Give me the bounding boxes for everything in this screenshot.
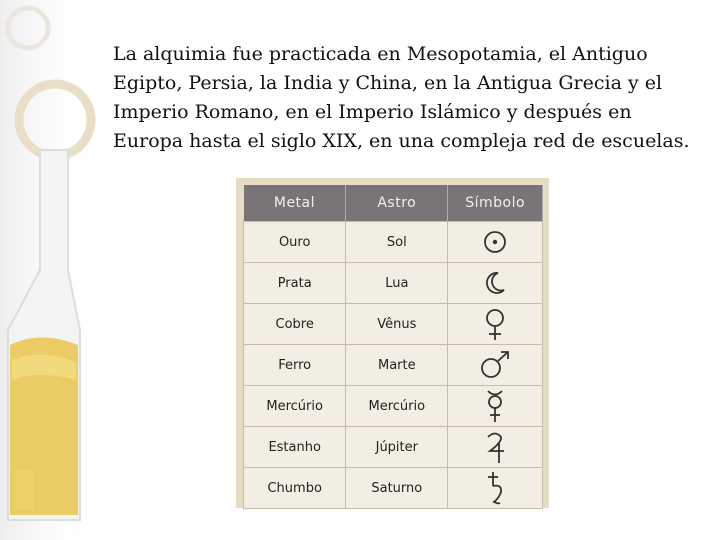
mercury-symbol-icon xyxy=(480,388,510,424)
mars-symbol-icon xyxy=(478,349,512,381)
sun-symbol-icon xyxy=(480,227,510,257)
alchemy-table-frame xyxy=(236,178,549,508)
table-row xyxy=(244,386,543,427)
venus-symbol-icon xyxy=(480,306,510,342)
table-row xyxy=(244,427,543,468)
table-row xyxy=(244,345,543,386)
table-header-row xyxy=(244,185,543,222)
column-header-symbol: Símbolo xyxy=(448,185,543,222)
table-row xyxy=(244,263,543,304)
metal-cell: Cobre xyxy=(244,304,346,345)
column-header-metal: Metal xyxy=(244,185,346,222)
table-row xyxy=(244,304,543,345)
metal-cell: Prata xyxy=(244,263,346,304)
jupiter-symbol-icon xyxy=(480,429,510,465)
astro-cell: Saturno xyxy=(346,468,448,509)
metal-cell: Chumbo xyxy=(244,468,346,509)
metal-cell: Ouro xyxy=(244,222,346,263)
metal-cell: Estanho xyxy=(244,427,346,468)
astro-cell: Marte xyxy=(346,345,448,386)
metal-cell: Mercúrio xyxy=(244,386,346,427)
astro-cell: Vênus xyxy=(346,304,448,345)
table-row xyxy=(244,468,543,509)
astro-cell: Lua xyxy=(346,263,448,304)
metal-cell: Ferro xyxy=(244,345,346,386)
saturn-symbol-icon xyxy=(480,470,510,506)
slide-paragraph: La alquimia fue practicada en Mesopotamia, el Antiguo Egipto, Persia, la India y China, en la Antigua Grecia y el Imperio Romano, en el Imperio Islámico y después en Europa hasta el siglo XIX, en una compleja red de escuelas. xyxy=(113,43,690,152)
moon-symbol-icon xyxy=(480,268,510,298)
table-row xyxy=(244,222,543,263)
astro-cell: Júpiter xyxy=(346,427,448,468)
astro-cell: Sol xyxy=(346,222,448,263)
astro-cell: Mercúrio xyxy=(346,386,448,427)
flask-icon xyxy=(0,0,110,540)
column-header-astro: Astro xyxy=(346,185,448,222)
alchemy-table xyxy=(243,185,543,509)
